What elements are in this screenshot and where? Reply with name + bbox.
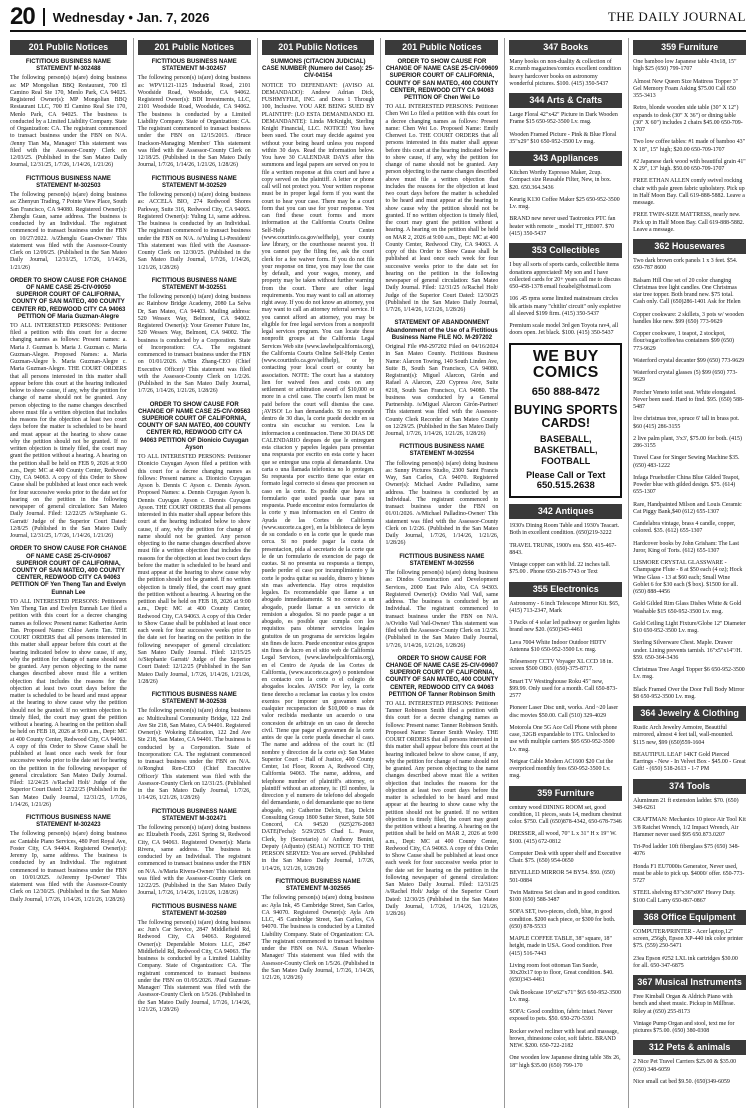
- notice-title: FICTITIOUS BUSINESS NAME STATEMENT M-302471: [151, 808, 237, 822]
- section-header: 312 Pets & animals: [633, 1040, 746, 1055]
- classified-ad: Hardcover books by John Grisham: The Last Juror, King of Torts. (612) 655-1307: [633, 540, 740, 554]
- notice-body: The following person(s) is(are) doing business as: WPV1121-1125 Industrial Road, 2101 Woodside Road, Woodside, CA 94062. Registered Owner(s): BDI Investments, LLC, 2101 Woodside Road, Woodside, CA 94062. The business is conducted by a Limited Liability Company. State of Organization: CA. The registrant commenced to transact business under the FBN on 12/15/2015. /Bruce Inackson-Managing Member/ This statement was filed with the Assessor-County Clerk on 12/18/25. (Published in the San Mateo Daily Journal, 1/7/26, 1/14/26, 1/21/26, 1/28/26): [137, 75, 251, 169]
- notice-title: FICTITIOUS BUSINESS NAME STATEMENT M-302556: [399, 553, 485, 567]
- column-1: [10, 38, 127, 1108]
- legal-notice: [10, 815, 127, 904]
- legal-notice: [138, 692, 251, 803]
- legal-notice: [262, 59, 375, 873]
- notice-title: FICTITIOUS BUSINESS NAME STATEMENT M-302488: [25, 59, 111, 73]
- classified-ad: Keurig K130 Coffee Maker $25 650-952-3500 Lv. msg.: [509, 196, 620, 211]
- masthead-divider: [43, 8, 45, 26]
- legal-notice: [385, 59, 498, 314]
- classified-ad: SOFA: Good condition, fabric intact. Never exposed to pets. $50. 650-270-5391: [509, 1009, 613, 1023]
- classified-ad: Porcher Veneto toilet seat. White elongated. Never been used. Hard to find. $95. (650) 588-5487: [633, 389, 744, 411]
- comics-headline: WE BUY COMICS: [532, 347, 599, 382]
- classified-ad: CRAFTMAN: Mechanics 10 piece Air Tool Kit 3/8 Ratchet Wrench, 1/2 Impact Wrench, Air Hammer never used $95 650.873.0207: [633, 817, 746, 838]
- notice-title: FICTITIOUS BUSINESS NAME STATEMENT M-302565: [275, 878, 361, 893]
- section-header: 344 Arts & Crafts: [509, 93, 622, 108]
- notice-title: FICTITIOUS BUSINESS NAME STATEMENT M-302589: [151, 903, 237, 917]
- classified-ad: STEEL shelving 83"x36"x06" Heavy Duty. $100 Call Larry 650-867-0867: [633, 890, 736, 904]
- classified-ad: LISMORE CRYSTAL GLASSWARE - Champagne Flute - 8 at $50 each (4 oz); Hock Wine Glass - 13 at $60 each; Small Wine Goblet 6 for $30 each ($ box). $1500 for all. (650) 888-4456: [633, 560, 743, 596]
- legal-notice: [385, 320, 498, 438]
- classified-ad: Smart TV Westinghouse Roku 45" new, $99.99. Only used for a month. Call 650-873-2577: [509, 678, 618, 700]
- notice-title: ORDER TO SHOW CAUSE FOR CHANGE OF NAME CASE 25-CIV-09563 SUPERIOR COURT OF CALIFORNIA, COUNTY OF SAN MATEO, 400 COUNTY CENTER RD, REDWOOD CITY CA 94063 PETITION OF Dionicio Cuyugan Ayson: [137, 401, 251, 451]
- notice-body: The following person(s) is(are) doing business as: Cantable Piano Services, 480 Port Royal Ave, Foster City, CA 94404. Registered Owner(s): Jeremy Ip, same address. The business is conducted by an Individual. The registrant commenced to transact business under the FBN on 10/01/2025. /s/Jeremy Ip-Owner/ This statement was filed with the Assessor-County Clerk on 12/30/25. (Published in the San Mateo Daily Journal, 1/7/26, 1/14/26, 1/21/26, 1/28/26): [10, 831, 127, 903]
- classified-ad: Lava 7004 White Indoor Outdoor HDTV Antenna $10 650-952-3500 Lv. msg.: [509, 639, 607, 653]
- column-5: [504, 38, 622, 1108]
- legal-notice: [138, 59, 251, 170]
- column-3: [257, 38, 375, 1108]
- classified-ad: #2 Japanese dark wood with beautiful grain 41" X 29", 13" high. $50.00 650-709-1707: [633, 158, 746, 173]
- legal-notice: [262, 879, 375, 982]
- notice-title: FICTITIOUS BUSINESS NAME STATEMENT M-302538: [151, 692, 237, 706]
- notice-body: The following person(s) is(are) doing business as: Elizabeth Foods, 2261 Spring St, Redwood City, CA 94063. Registered Owner(s): Maria Rivera, same address. The business is conducted by an Individual. The registrant commenced to transact business under the FBN on N/A. /s/Maria Rivera-Owner/ This statement was filed with the Assessor-County Clerk on 12/22/25. (Published in the San Mateo Daily Journal, 1/7/26, 1/14/26, 1/21/26, 1/28/26): [137, 825, 251, 897]
- page-number: 20: [10, 3, 35, 30]
- notice-body: TO ALL INTERESTED PERSONS: Petitioner Chen Wei Lo filed a petition with this court for a decree changing names as follows: Present name: Chen Wei Lo. Proposed Name: Emily Chenwei Lo. THE COURT ORDERS that all persons interested in this matter shall appear before this court at the hearing indicated below to show cause, if any, why the petition for change of name should not be granted. Any person objecting to the name changes described above must file a written objection that includes the reasons for the objection at least two court days before the matter is scheduled to be heard and must appear at the hearing to show cause why the petition should not be granted. If no written objection is timely filed, the court may grant the petition without a hearing. A hearing on the petition shall be held on MAR 2, 2026 at 9:00 a.m., Dept: MC at 400 County Center, Redwood City, CA 94063. A copy of this Order to Show Cause shall be published at least once each week for four successive weeks prior to the date set for hearing on the petition in the following newspaper of general circulation: San Mateo Daily Journal. Filed: 12/31/25 /s/Rachel Holt/ Judge of the Superior Court Dated: 12/30/25 (Published in the San Mateo Daily Journal, 1/7/26, 1/14/26, 1/21/26, 1/28/26): [385, 104, 499, 314]
- notice-title: STATEMENT OF ABANDONMENT Abandonment of the Use of a Fictitious Business Name FILE NO. M-297202: [386, 320, 498, 341]
- notice-title: FICTITIOUS BUSINESS NAME STATEMENT M-302551: [151, 277, 237, 291]
- section-header: 367 Musical Instruments: [633, 975, 746, 990]
- section-header: 359 Furniture: [509, 786, 622, 801]
- classified-ad: SOFA SET, two-pieces, cloth, blue, in good condition. $200 each piece, or $300 for both. (650) 878-5533: [509, 909, 616, 930]
- classified-ad: Premium scale model 3rd gen Toyota rav4, all doors open. Jet black. $100. (415) 350-5437: [509, 323, 619, 337]
- section-header: 355 Electronics: [509, 582, 622, 597]
- legal-notice: [385, 656, 498, 919]
- classified-ad: Computer Desk with upper shelf and Executive Chair. $75. (650) 954-0650: [509, 850, 622, 865]
- classified-ad: 23ea Epson #252 LXL ink cartridges $30.00 for all. 650-347-6875: [633, 955, 738, 969]
- classified-ad: I buy all sorts of sports cards, collectible items donations appreciated! My son and I have collected cards for 20+ years call me to discuss 650-458-1378 email fsxabel@hotmail.com: [509, 262, 621, 290]
- classified-ad: Vintage Pump Organ and stool, text me for pictures $75.00. (650) 380-0308: [633, 1020, 735, 1035]
- classified-ad: FREE ETHAN ALLEN comfy swivel rocking chair with pale green fabric upholstery. Pick up in Half Moon Bay. Call 619-888-5882. Leave a message.: [633, 178, 745, 207]
- classified-ad: BRAND new never used Taotronics PTC fan heater with remote _ model TT_HE007. $70 (415) 350-5437: [509, 216, 616, 237]
- notice-title: FICTITIOUS BUSINESS NAME STATEMENT M-302554: [399, 444, 485, 458]
- classified-ad: Two dark brown cork panels 1 x 3 feet. $54. 650-787 8600: [633, 258, 738, 272]
- classified-ad: Infaga Fruehstiler China Blue Gilded Teapot, Powder blue with gilded design. $75. (614) 655-1307: [633, 474, 740, 496]
- notice-body: The following person(s) is(are) doing business as: Sunny Pictures Studio, 2300 Saint Francis Way, San Carlos, CA 94070. Registered Owner(s): Michael Andre Palladino, same address. The business is conducted by an Individual. The registrant commenced to transact business under the FBN on 01/01/2026. /s/Michael Palladino-Owner/ This statement was filed with the Assessor-County Clerk on 1/2/26. (Published in the San Mateo Daily Journal, 1/7/26, 1/14/26, 1/21/26, 1/28/26): [385, 460, 499, 547]
- notice-body: TO ALL INTERESTED PERSONS: Petitioners Yen Theng Tan and Evelyn Eunnah Lee filed a petition with this court for a decree changing names as follows: Present name: Katherine Aerin Tan. Proposed Name: Chloe Aerin Tan. THE COURT ORDERS that all persons interested in this matter shall appear before this court at the hearing indicated below to show cause, if any, why the petition for change of name should not be granted. Any person objecting to the name changes described above must file a written objection that includes the reasons for the objection at least two court days before the matter is scheduled to be heard and must appear at the hearing to show cause why the petition should not be granted. If no written objection is timely filed, the court may grant the petition without a hearing. A hearing on the petition shall be held on FEB 18, 2026 at 9:00 a.m., Dept: MC at 400 County Center, Redwood City, CA 94063. A copy of this Order to Show Cause shall be published at least once each week for four successive weeks prior to the date set for hearing on the petition in the following newspaper of general circulation: San Mateo Daily Journal. Filed: 12/24/25 /s/Rachel Holt/ Judge of the Superior Court Dated: 12/22/25 (Published in the San Mateo Daily Journal, 12/31/25, 1/7/26, 1/14/26, 1/21/26): [10, 598, 127, 808]
- section-header: 343 Appliances: [509, 151, 622, 166]
- classified-ad: 106 .45 rpms some limited mainstream circles blk artists many "chitlin' circuit" only expletive all sleeved $199 firm. (415) 350-5437: [509, 296, 621, 317]
- classified-ad: Gold Ceiling Light Fixture/Globe 12" Diameter $10 650-952-3500 Lv. msg.: [633, 620, 746, 635]
- classified-ad: Netgear Cable Modem AC1600 $20 Cut the overpriced monthly fees 650-952-3500 Lv. msg.: [509, 758, 614, 780]
- legal-notice: [138, 809, 251, 898]
- classified-ad: Waterford crystal decanter $99 (650) 773-9629: [633, 357, 745, 364]
- sports-cards-headline: BUYING SPORTS CARDS!: [514, 402, 618, 431]
- legal-notice: [10, 546, 127, 809]
- legal-notice: [385, 554, 498, 650]
- comics-phone: 650 888-8472: [531, 386, 600, 399]
- section-header: 368 Office Equipment: [633, 910, 746, 925]
- classified-ad: Gold Gilded Rim Glass Dishes White & Gold Washable $15 650-952-3500 Lv. msg.: [633, 601, 742, 615]
- classified-ad: Christmas Tree Angel Topper $6 650-952-3500 Lv. msg.: [633, 667, 745, 681]
- classified-ad: Rocker swivel recliner with heat and massage, brown, rhinestone color, soft fabric. BRAND NEW. $200. 650-722-2182: [509, 1028, 619, 1050]
- classified-ad: Retro, blonde wooden side table (30" X 12") expands to desk (30" X 36") or dining table (30" X 60") includes 2 chairs $45.00 650-709-1707: [633, 105, 743, 134]
- legal-notice: [138, 402, 251, 686]
- classified-ad: COMPUTER/PRINTER - Acer laptop,12" screen, 256gb, Epson XP-440 ink color printer $75. (559) 250-5471: [633, 928, 744, 950]
- notice-body: TO ALL INTERESTED PERSONS: Petitioner Tanner Robinson Smith filed a petition with this court for a decree changing names as follows: Present name: Tanner Robinson Smith. Proposed Name: Tanner Smith Wasley. THE COURT ORDERS that all persons interested in this matter shall appear before this court at the hearing indicated below to show cause, if any, why the petition for change of name should not be granted. Any person objecting to the name changes described above must file a written objection that includes the reasons for the objection at least two court days before the matter is scheduled to be heard and must appear at the hearing to show cause why the petition should not be granted. If no written objection is timely filed, the court may grant the petition without a hearing. A hearing on the petition shall be held on MAR 2, 2026 at 9:00 a.m., Dept: MC at 400 County Center, Redwood City, CA 94063. A copy of this Order to Show Cause shall be published at least once each week for four successive weeks prior to the date set for hearing on the petition in the following newspaper of general circulation: San Mateo Daily Journal. Filed: 12/31/25 /s/Rachel Holt/ Judge of the Superior Court Dated: 12/30/25 (Published in the San Mateo Daily Journal, 1/7/26, 1/14/26, 1/21/26, 1/28/26): [385, 700, 499, 918]
- section-header: 347 Books: [509, 40, 622, 55]
- notice-body: The following person(s) is(are) doing business as: Multicultural Community Bridge, 122 2nd Ave Ste 218, San Mateo, CA 94401. Registered Owner(s): Wokeing Education, 122 2nd Ave Ste 218, San Mateo, CA 94401. The business is conducted by a Corporation. State of Incorporation: CA. The registrant commenced to transact business under the FBN on N/A. /s/Ronghui Ren-CEO (Chief Executive Officer)/ This statement was filed with the Assessor-County Clerk on 12/31/25. (Published in the San Mateo Daily Journal, 1/7/26, 1/14/26, 1/21/26, 1/28/26): [137, 708, 251, 802]
- legal-notice: [138, 176, 251, 272]
- classified-ad: DRESSER, all wood, 70" L x 31" H x 19" W. $100. (415) 672-0812: [509, 831, 617, 845]
- classified-ad: Waterford crystal glasses (5) $99 (650) 773-9629: [633, 370, 738, 384]
- section-header: 201 Public Notices: [262, 40, 375, 55]
- notice-title: ORDER TO SHOW CAUSE FOR CHANGE OF NAME CASE 25-CIV-09607 SUPERIOR COURT OF CALIFORNIA, COUNTY OF SAN MATEO, 400 COUNTY CENTER, REDWOOD CITY CA 94063 PETITION OF Tanner Robinson Smith: [385, 655, 499, 698]
- notice-title: FICTITIOUS BUSINESS NAME STATEMENT M-302529: [151, 175, 237, 189]
- notice-body: Original File #M-297202 Filed on 04/16/2024 in San Mateo County. Fictitious Business Name: Alarcon Towing, 140 South Linden Ave, Suite B, South San Francisco, CA 94080. Registrant(s): Miguel Alarcon, Girón and Rafael A Alarcon, 220 Cypress Ave, Suite #218, South San Francisco, CA 94080. The business was conducted by a General Partnership. /s/Miguel Alarcon Girón-Partner/ This statement was filed with the Assessor-County Clerk Recorder of San Mateo County on 12/29/25. (Published in the San Mateo Daily Journal, 1/7/26, 1/14/26, 1/21/26, 1/28/26): [385, 344, 499, 437]
- issue-date: Wednesday • Jan. 7, 2026: [52, 9, 210, 25]
- classified-ad: Vintage copper can with lid. 22 inches tall. $75.00 . Phone 650-218-7743 or Text: [509, 562, 611, 576]
- classified-ad: TRAVEL TRUNK, 1900's era. $50. 415-467-8843.: [509, 542, 617, 556]
- classified-ad: Aluminum 21 ft extension ladder. $70. (650) 348-6261: [633, 797, 739, 811]
- classified-ad: Honda F1 EU7000is Generator, Never used, must be able to pick up. $4000/ offer. 650-773-5727: [633, 863, 745, 884]
- classified-ad: Many books on non-duality & collection of R.crumb magazines/comics excellent condition heavy hardcover books on astronomy wonderful pictures. $100. (415) 350-5437: [509, 59, 621, 87]
- classified-ad: live christmas tree, spruce 6' tall in brass pot. $60 (415) 286-3155: [633, 416, 740, 430]
- column-4: [380, 38, 498, 1108]
- classified-ad: Free Kimball Organ & Aldrich Piano with bench and sheet music. Pickup in Millbrae. Riley at (650) 255-8173: [633, 994, 735, 1015]
- notice-body: TO ALL INTERESTED PERSONS: Petitioner Dionicio Cuyugan Ayson filed a petition with this court for a decree changing names as follows: Present names: a. Dionicio Cuyugan Ayson b. Dennis C Ayson c. Dennis Ayson. Proposed Names: a. Dennis Cuyugan Ayson b. Dennis Cuyugan Ayson c. Dennis Cuyugan Ayson. THE COURT ORDERS that all persons interested in this matter shall appear before this court at the hearing indicated below to show cause, if any, why the petition for change of name should not be granted. Any person objecting to the name changes described above must file a written objection that includes the reasons for the objection at least two court days before the matter is scheduled to be heard and must appear at the hearing to show cause why the petition should not be granted. If no written objection is timely filed, the court may grant the petition without a hearing. A hearing on the petition shall be held on FEB 18, 2026 at 9:00 a.m., Dept: MC at 400 County Center, Redwood City, CA 94063. A copy of this Order to Show Cause shall be published at least once each week for four successive weeks prior to the date set for hearing on the petition in the following newspaper of general circulation: San Mateo Daily Journal. Filed: 12/15/25 /s/Stephanie Garratt/ Judge of the Superior Court Dated: 12/12/25 (Published in the San Mateo Daily Journal, 1/7/26, 1/14/26, 1/21/26, 1/28/26): [137, 454, 251, 685]
- classified-ad: 1930's Dining Room Table and 1930's Teacart. Both in excellent condition. (650)219-3222: [509, 523, 620, 537]
- notice-body: The following person(s) is(are) doing business as: Rainbow Bridge Academy, 2080 La Selva Dr, San Mateo, CA 94403. Mailing address: 520 Wessex Way, Belmont, CA 94002. Registered Owner(s): Your Greener Future Inc, 520 Wessex Way, Belmont, CA 94002. The business is conducted by a Corporation. State of Incorporation: CA. The registrant commenced to transact business under the FBN on 01/01/2026. /s/Bin Zhang-CEO (Chief Executive Officer)/ This statement was filed with the Assessor-County Clerk on 1/2/26. (Published in the San Mateo Daily Journal, 1/7/26, 1/14/26, 1/21/26, 1/28/26): [137, 294, 251, 395]
- notice-title: FICTITIOUS BUSINESS NAME STATEMENT M-302423: [25, 815, 111, 829]
- classified-ad: Pioneer Laser Disc unit, works. And ~20 laser disc movies $50.00. Call (510) 329-4029: [509, 705, 619, 719]
- legal-notice: [138, 278, 251, 396]
- notice-title: ORDER TO SHOW CAUSE FOR CHANGE OF NAME CASE 25-CIV-09050 SUPERIOR COURT OF CALIFORNIA, COUNTY OF SAN MATEO, 400 COUNTY CENTER RD, REDWOOD CITY CA 94063 PETITION OF Maria Guzman-Alegre: [10, 277, 127, 320]
- section-header: 364 Jewelry & Clothing: [633, 706, 746, 721]
- classified-ad: 2 live palm plant, 3'x3', $75.00 for both. (415) 286-3155: [633, 435, 742, 450]
- classified-ad: Oak Bookcase 19"x62"x71" $65 650-952-3500 Lv. msg.: [509, 989, 621, 1003]
- notice-body: The following person(s) is(are) doing business as: Zhenyun Trading, 7 Pointe View Place, South San Francisco, CA 94080. Registered Owner(s): Zhenglu Guan, same address. The business is conducted by an Individual. The registrant commenced to transact business under the FBN on 10/27/2022. /s/Zhenglu Guan-Owner/ This statement was filed with the Assessor-County Clerk on 12/09/25. (Published in the San Mateo Daily Journal, 12/31/25, 1/7/26, 1/14/26, 1/21/26): [10, 192, 127, 271]
- classified-ad: century wood DINING ROOM set, good condition, 11 pieces, seats 14, medium chestnut color. $750. Call (650)878-4342, 650-678-7346: [509, 804, 622, 826]
- classified-ad: Black Framed Over the Door Full Body Mirror $8 650-952-3500 Lv. msg.: [633, 686, 745, 700]
- section-header: 342 Antiques: [509, 504, 622, 519]
- section-header: 353 Collectibles: [509, 243, 622, 258]
- classified-ad: One bamboo low Japanese table 43x18, 15" high $25 (650) 799-1707: [633, 59, 737, 73]
- classified-ad: Copper cookware, 1 teapot, 2 stockpot, flour/sugar/coffee/tea containers $99 (650) 773-9629: [633, 331, 734, 352]
- classified-ad: MAPLE COFFEE TABLE, 38" square, 18" height, made in USA. Good condition. Free (415) 516-7443: [509, 936, 613, 957]
- section-header: 201 Public Notices: [385, 40, 498, 55]
- classified-ad: Tri-Pod ladder 10ft fiberglass $75 (650) 348-4076: [633, 844, 740, 858]
- classified-ad: Kitchen Worthy Espresso Maker, 2cup. Compact size Reusable Filter, New, in box. $20. 650.364.3436: [509, 170, 612, 191]
- classified-ad: Balsam Hill One set of 20 color changing Christmas tree light candles. One Christmas star tree topper. Both brand new. $75 total. Cash only. Call (650)286-1401 Ask for Helen: [633, 277, 741, 306]
- notice-body: The following person(s) is(are) doing business as: Dindos Construction and Development Services, 2000 East Palo Alto, CA 94303. Registered Owner(s): Ovidio Vail Vail, same address. The business is conducted by an Individual. The registrant commenced to transact business under the FBN on N/A. /s/Ovidio Vail Vail-Owner/ This statement was filed with the Assessor-County Clerk on 1/2/26. (Published in the San Mateo Daily Journal, 1/7/26, 1/14/26, 1/21/26, 1/28/26): [385, 570, 499, 649]
- classified-ad: Almost New Queen Size Mattress Topper 3" Gel Memory Foam Asking $75.00 Call 650 355-3413: [633, 78, 739, 100]
- notice-title: ORDER TO SHOW CAUSE FOR CHANGE OF NAME CASE 25-CIV-09609 SUPERIOR COURT OF CALIFORNIA, COUNTY OF SAN MATEO, 400 COUNTY CENTER, REDWOOD CITY CA 94063 PETITION OF Chen Wei Lo: [385, 59, 499, 101]
- legal-notice: [10, 278, 127, 541]
- classified-ad: Sterling Silverware Chest. Maple. Drawer under. Lining prevents tarnish. 16"x5"x14"/H. $59. 650-364-3436: [633, 640, 742, 661]
- classified-ad: Wooden Framed Picture - Pink & Blue Floral 35"x29" $10 650-952-3500 Lv msg.: [509, 131, 617, 145]
- classified-ad: FREE TWIN-SIZE MATTRESS, nearly new. Pick up in Half Moon Bay. Call 619-888-5882. Leave a message.: [633, 212, 745, 233]
- section-header: 201 Public Notices: [10, 40, 127, 55]
- legal-notice: [10, 59, 127, 170]
- classified-ad: Twin Mattress Set clean and in good condition. $100 (650) 588-3487: [509, 889, 621, 904]
- classified-ad: 2 Nice Pet Travel Carriers $25.00 & $35.00 (650) 348-6059: [633, 1059, 737, 1073]
- classified-ad: Rustic Arch Jewelry Armoire, Beautiful mirrored, almost 4 feet tall, wall-mounted. $115 new, $99 (650)559-1604: [633, 725, 734, 746]
- classified-ad: BEAUTIFUL LEAF 14KT Gold Pierced Earrings - New - In Velvet Box - $45.00 - Great Gift! - (650) 518-2613 - 1-7 PM: [633, 751, 746, 773]
- notice-body: TO ALL INTERESTED PERSONS: Petitioner filed a petition with this court for a decree changing names as follows: Present names: a. Maria J. Guzman b. Maria J. Guzman c. Maria Guzman-Alegre. Proposed Names: a. Maria Guzman-Alegre b. Maria Guzman-Alegre c. Maria Guzman-Alegre. THE COURT ORDERS that all persons interested in this matter shall appear before this court at the hearing indicated below to show cause, if any, why the petition for change of name should not be granted. Any person objecting to the name changes described above must file a written objection that includes the reasons for the objection at least two court days before the matter is scheduled to be heard and must appear at the hearing to show cause why the petition should not be granted. If no written objection is timely filed, the court may grant the petition without a hearing. A hearing on the petition shall be held on FEB 9, 2026 at 9:00 a.m., Dept: MC at 400 County Center, Redwood City, CA 94063. A copy of this Order to Show Cause shall be published at least once each week for four successive weeks prior to the date set for hearing on the petition in the following newspaper of general circulation: San Mateo Daily Journal. Filed: 12/22/25 /s/Stephanie G. Garratt/ Judge of the Superior Court Dated: 12/8/25 (Published in the San Mateo Daily Journal, 12/31/25, 1/7/26, 1/14/26, 1/21/26): [10, 322, 127, 540]
- classified-ad: Telesensory CCTV Voyager XL CCD 18 in. screen $500 OBO. (650)-375-8717.: [509, 659, 613, 673]
- sports-phone: 650.515.2638: [536, 480, 595, 492]
- comics-display-ad: [509, 343, 622, 498]
- section-header: 201 Public Notices: [138, 40, 251, 55]
- classified-ad: Astronomy - 6 inch Telescope Mirror Kit. $65, (415) 713-2347, Mark: [509, 600, 620, 614]
- notice-title: FICTITIOUS BUSINESS NAME STATEMENT M-302457: [151, 59, 237, 73]
- newspaper-name: THE DAILY JOURNAL: [607, 9, 746, 24]
- classified-ad: One wooden low Japanese dining table 38x 26, 18" high $35.00 (650) 799-170: [509, 1055, 621, 1069]
- classified-ad: BEVELLED MIRROR 54 BY54. $50. (650) 501-0884: [509, 870, 615, 884]
- section-header: 374 Tools: [633, 779, 746, 794]
- notice-title: ORDER TO SHOW CAUSE FOR CHANGE OF NAME CASE 25-CIV-09067 SUPERIOR COURT OF CALIFORNIA, COUNTY OF SAN MATEO, 400 COUNTY CENTER, REDWOOD CITY CA 94063 PETITION OF Yen Theng Tan and Evelyn Eunnah Lee: [10, 546, 127, 596]
- column-2: [133, 38, 251, 1108]
- column-6: [628, 38, 746, 1108]
- notice-body: The following person(s) is(are) doing business as: Ayla Ink, 45 Cambridge Street, San Carlos, CA 94070. Registered Owner(s): Ayla Arts LLC, 45 Cambridge Street, San Carlos, CA 94070. The business is conducted by a Limited Liability Company. State of Organization: CA. The registrant commenced to transact business under the FBN on N/A. /Susan Wheeler-Manager/ This statement was filed with the Assessor-County Clerk on 1/5/26. (Published in the San Mateo Daily Journal, 1/7/26, 1/14/26, 1/21/26, 1/28/26): [261, 895, 375, 981]
- notice-title: SUMMONS (CITACION JUDICIAL) CASE NUMBER (Numero del Caso): 25-CIV-04154: [262, 59, 375, 80]
- classified-ad: Candelabra vintage, brass 4 candle, copper, colored. $35. (612) 655-1307: [633, 521, 736, 535]
- classified-ad: Rare, Handpainted Milson and Louis Ceramic Cat Piggy Bank,$40 (612) 655-1307: [633, 501, 742, 515]
- legal-notice: [138, 904, 251, 1015]
- classified-ad: Living room foot ottoman Tan Suede, 30x20x17 top to floor, Great condition. $40. (650)343-4461: [509, 962, 614, 984]
- legal-notice: [10, 176, 127, 272]
- classified-ad: Large Floral 42"x42" Picture in Dark Wooden Frame $15 650-952-3500 Lv. msg.: [509, 112, 618, 126]
- classified-ad: Travel Case for Singer Sewing Machine $35. (650) 483-1222: [633, 455, 740, 469]
- notice-body: The following person(s) is(are) doing business as: ACCELA BIO, 274 Redwood Shores Parkway, Suite 316, Redwood City, CA 94065. Registered Owner(s): Yuling Li, same address. The business is conducted by an Individual. The registrant commenced to transact business under the FBN on N/A. /s/Yuling Li-President/ This statement was filed with the Assessor-County Clerk on 12/30/25. (Published in the San Mateo Daily Journal, 1/7/26, 1/14/26, 1/21/26, 1/28/26): [137, 192, 251, 271]
- section-header: 362 Housewares: [633, 239, 746, 254]
- classified-ad: Copper cookware: 2 skillets, 3 pots w/ wooden handles like new. $99 (650) 773-9629: [633, 311, 744, 325]
- call-or-text: Please Call or Text: [526, 469, 606, 480]
- classified-ad: 3 Packs of 4 solar led pathway or garden lights brand new $20. (650)343-4461: [509, 620, 620, 634]
- masthead: [10, 4, 746, 32]
- notice-body: NOTICE TO DEFENDANT: (AVISO AL DEMANDADO): Andrew Adrian Dick, FUSHMYFILE, INC. and Does 1 Through 100, Inclusive. YOU ARE BEING SUED BY PLAINTIFF: (LO ESTA DEMANDANDO EL DEMANDANTE): Linda McKnight, Sterling Knight Financial, LLC. NOTICE! You have been sued. The court may decide against you without your being heard unless you respond within 30 days. Read the information below. You have 30 CALENDAR DAYS after this summons and legal papers are served on you to file a written response at this court and have a copy served on the plaintiff. A letter or phone call will not protect you. Your written response must be in proper legal form if you want the court to hear your case. There may be a court form that you can use for your response. You can find these court forms and more information at the California Courts Online Self-Help Center (www.courtinfo.ca.gov/selfhelp), your county law library, or the courthouse nearest you. If you cannot pay the filing fee, ask the court clerk for a fee waiver form. If you do not file your response on time, you may lose the case by default, and your wages, money, and property may be taken without further warning from the court. There are other legal requirements. You may want to call an attorney right away. If you do not know an attorney, you may want to call an attorney referral service. If you cannot afford an attorney, you may be eligible for free legal services from a nonprofit legal services program. You can locate these nonprofit groups at the California Legal Services Web site (www.lawhelpcalifornia.org), the California Courts Online Self-Help Center (www.courtinfo.ca.gov/selfhelp), or by contacting your local court or county bar association. NOTE: The court has a statutory lien for waived fees and costs on any settlement or arbitration award of $10,000 or more in a civil case. The court's lien must be paid before the court will dismiss the case. ¡AVISO! Lo han demandado. Si no responde dentro de 30 dias, la corte puede decidir en su contra sin escuchar su version. Lea la informacion a continuacion. Tiene 30 DIAS DE CALENDARIO despues de que le entreguen esta citacion y papeles legales para presentar una respuesta por escrito en esta corte y hacer que se entregue una copia al demandante. Una carta o una llamada telefonica no lo protegen. Su respuesta por escrito tiene que estar en formato legal correcto si desea que procesen su caso en la corte. Es posible que haya un formulario que usted pueda usar para su respuesta. Puede encontrar estos formularios de la corte y mas informacion en el Centro de Ayuda de las Cortes de California (www.sucorte.ca.gov), en la biblioteca de leyes de su condado o en la corte que le quede mas cerca. Si no puede pagar la cuota de presentacion, pida al secretario de la corte que le de un formulario de exencion de pago de cuotas. Si no presenta su respuesta a tiempo, puede perder el caso por incumplimiento y la corte le podra quitar su sueldo, dinero y bienes sin mas advertencia. Hay otros requisitos legales. Es recomendable que llame a un abogado inmediatamente. Si no conoce a un abogado, puede llamar a un servicio de remision a abogados. Si no puede pagar a un abogado, es posible que cumpla con los requisitos para obtener servicios legales gratuitos de un programa de servicios legales sin fines de lucro. Puede encontrar estos grupos sin fines de lucro en el sitio web de California Legal Services, (www.lawhelpcalifornia.org), en el Centro de Ayuda de las Cortes de California, (www.sucorte.ca.gov) o poniendose en contacto con la corte o el colegio de abogados locales. AVISO: Por ley, la corte tiene derecho a reclamar las cuotas y los costos exentos por imponer un gravamen sobre cualquier recuperacion de $10,000 o mas de valor recibida mediante un acuerdo o una concesion de arbitraje en un caso de derecho civil. Tiene que pagar el gravamen de la corte antes de que la corte pueda desechar el caso. The name and address of the court is: (El nombre y direccion de la corte es): San Mateo Superior Court - Hall of Justice, 400 County Center, 1st Floor, Room A, Redwood City, California 94063. The name, address, and telephone number of plaintiff's attorney, or plaintiff without an attorney, is: (El nombre, la direccion y el numero de telefono del abogado del demandante, o del demandante que no tiene abogado, es): Catherine Delcin, Esq. Delcin Consulting Group 1800 Sutter Street, Suite 500 Concord, CA 94520 (925)276-2083 DATE(Fecha): 5/29/2025 Chad L. Peace, Clerk, by (Secretario) /s/ Anthony Benini, Deputy (Adjunto) (SEAL) NOTICE TO THE PERSON SERVED: You are served. (Published in the San Mateo Daily Journal, 1/7/26, 1/14/26, 1/21/26, 1/28/26): [261, 82, 375, 872]
- legal-notice: [385, 444, 498, 547]
- classified-ad: Motorola One 5G Ace Cell Phone with phone case, 32GB expandable to 1TG. Unlocked to use with multiple carriers $95 650-952-3500 Lv. msg.: [509, 724, 618, 753]
- classified-ad: Two low coffee tables: #1 made of bamboo 43" X 18", 15" high; $20.00 650-709-1707: [633, 139, 745, 153]
- notice-title: FICTITIOUS BUSINESS NAME STATEMENT M-302503: [25, 175, 111, 189]
- notice-body: The following person(s) is(are) doing business as: MP Mongolian BBQ Restaurant, 700 El Camino Real Ste 170, Menlo Park, CA 94025. Registered Owner(s): MP Mongolian BBQ Restaurant LLC, 700 El Camino Real Ste 170, Menlo Park, CA 94025. The business is conducted by a Limited Liability Company. State of Organization: CA. The registrant commenced to transact business under the FBN on N/A. /Jenny Tian Ma, Manager/ This statement was filed with the Assessor-County Clerk on 12/03/25. (Published in the San Mateo Daily Journal, 12/31/25, 1/7/26, 1/14/26, 1/21/26): [10, 75, 127, 169]
- classified-ad: Nice small cat bed $9.50. (650)349-6059: [633, 1078, 730, 1085]
- notice-body: The following person(s) is(are) doing business as: Jun's Car Service, 2847 Middlefield Rd, Redwood City, CA 94063. Registered Owner(s): Dependable Motors LLC, 2847 Middlefield Rd, Redwood City, CA 94063. The business is conducted by a Limited Liability Company. State of Organization: CA. The registrant commenced to transact business under the FBN on 01/05/2026. /Paul Guzman-Manager/ This statement was filed with the Assessor-County Clerk on 1/5/26. (Published in the San Mateo Daily Journal, 1/7/26, 1/14/26, 1/21/26, 1/28/26): [137, 919, 251, 1013]
- sports-list: BASEBALL, BASKETBALL, FOOTBALL: [534, 434, 598, 466]
- section-header: 359 Furniture: [633, 40, 746, 55]
- classifieds-body: [10, 38, 746, 1108]
